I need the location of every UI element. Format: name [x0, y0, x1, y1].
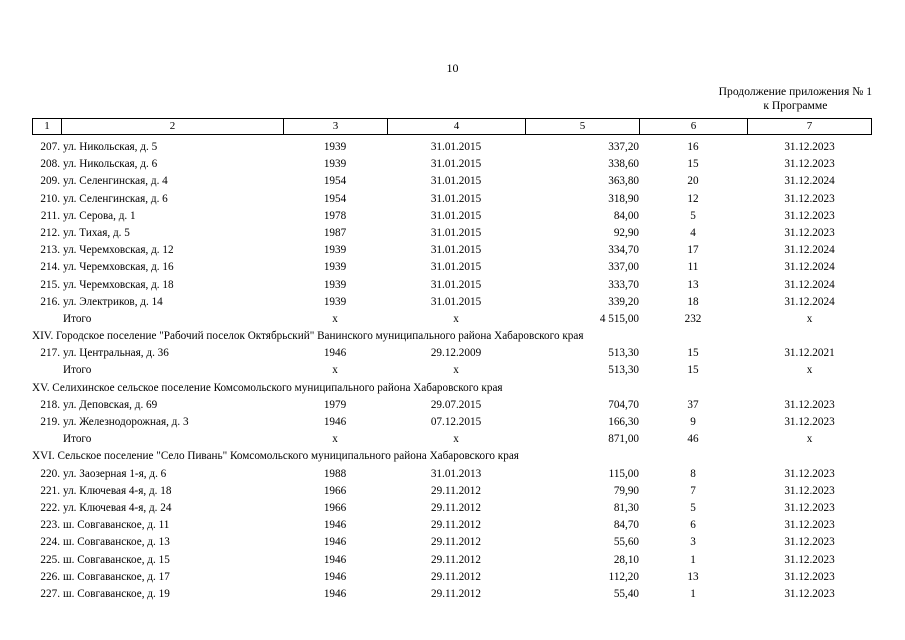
address-cell: ул. Тихая, д. 5	[63, 226, 130, 239]
date-cell: х	[453, 433, 459, 446]
end-date-cell: 31.12.2023	[784, 416, 835, 428]
end-date-cell: 31.12.2023	[784, 501, 835, 514]
date-cell: 29.11.2012	[431, 519, 481, 532]
address-cell: Итого	[63, 312, 92, 325]
table-row	[32, 277, 872, 294]
year-cell: 1939	[323, 244, 347, 257]
date-cell: 29.12.2009	[430, 347, 482, 360]
year-cell: 1979	[323, 398, 347, 411]
count-cell: 6	[690, 519, 696, 532]
table-row	[32, 173, 872, 190]
count-cell: 1	[690, 587, 696, 600]
count-cell: 18	[687, 295, 699, 308]
total-row	[32, 362, 872, 379]
year-cell: 1939	[323, 278, 347, 291]
date-cell: 31.01.2015	[430, 141, 482, 153]
year-cell: 1939	[323, 261, 347, 274]
total-row	[32, 431, 872, 448]
area-cell: 84,70	[613, 519, 639, 532]
year-cell: 1966	[323, 484, 347, 497]
end-date-cell: 31.12.2023	[784, 141, 835, 153]
table-body	[32, 139, 872, 603]
address-cell: ул. Центральная, д. 36	[63, 347, 169, 360]
date-cell: 29.11.2012	[431, 484, 481, 497]
date-cell: х	[453, 312, 459, 325]
address-cell: ул. Заозерная 1-я, д. 6	[63, 467, 167, 480]
address-cell: Итого	[63, 433, 92, 446]
table-row	[32, 534, 872, 551]
address-cell: ул. Ключевая 4-я, д. 24	[63, 501, 172, 514]
year-cell: 1946	[323, 587, 347, 600]
address-cell: ул. Черемховская, д. 12	[63, 244, 174, 257]
area-cell: 704,70	[608, 398, 639, 411]
address-cell: ш. Совгаванское, д. 17	[63, 570, 170, 583]
area-cell: 363,80	[608, 175, 639, 188]
area-cell: 115,00	[608, 467, 639, 480]
year-cell: 1939	[323, 158, 347, 171]
total-row	[32, 311, 872, 328]
row-number: 215.	[40, 278, 60, 291]
count-cell: 46	[687, 433, 699, 446]
count-cell: 15	[687, 364, 699, 377]
address-cell: ш. Совгаванское, д. 13	[63, 536, 170, 549]
end-date-cell: 31.12.2023	[784, 519, 835, 532]
year-cell: 1946	[323, 536, 347, 549]
end-date-cell: 31.12.2023	[784, 484, 835, 497]
count-cell: 3	[690, 536, 696, 549]
address-cell: ш. Совгаванское, д. 15	[63, 553, 170, 566]
address-cell: ул. Черемховская, д. 18	[63, 278, 174, 291]
year-cell: 1939	[323, 295, 347, 308]
table-row	[32, 397, 872, 414]
date-cell: 31.01.2013	[430, 467, 482, 480]
end-date-cell: 31.12.2023	[784, 209, 835, 222]
row-number: 216.	[40, 295, 60, 308]
year-cell: 1987	[323, 226, 347, 239]
row-number: 218.	[40, 398, 60, 411]
count-cell: 8	[690, 467, 696, 480]
date-cell: х	[453, 364, 459, 377]
year-cell: 1954	[323, 192, 347, 205]
count-cell: 232	[684, 312, 702, 325]
table-row	[32, 414, 872, 431]
year-cell: 1966	[323, 501, 347, 514]
table-row	[32, 225, 872, 242]
end-date-cell: 31.12.2023	[784, 398, 835, 411]
address-cell: ул. Электриков, д. 14	[63, 295, 163, 308]
table-row	[32, 483, 872, 500]
count-cell: 13	[687, 570, 699, 583]
date-cell: 31.01.2015	[430, 244, 482, 257]
date-cell: 29.07.2015	[430, 398, 482, 411]
count-cell: 4	[690, 226, 696, 239]
area-cell: 79,90	[613, 484, 639, 497]
area-cell: 871,00	[608, 433, 639, 446]
section-heading-row	[32, 448, 872, 465]
address-cell: ул. Деповская, д. 69	[63, 398, 158, 411]
header-col-1: 1	[33, 119, 62, 134]
year-cell: х	[332, 364, 338, 377]
row-number: 225.	[40, 553, 60, 566]
end-date-cell: 31.12.2023	[784, 467, 835, 480]
section-heading-row	[32, 328, 872, 345]
date-cell: 07.12.2015	[430, 416, 482, 428]
row-number: 220.	[40, 467, 60, 480]
header-col-6: 6	[640, 119, 748, 134]
row-number: 213.	[40, 244, 60, 257]
address-cell: ул. Железнодорожная, д. 3	[63, 416, 189, 428]
end-date-cell: 31.12.2023	[784, 192, 835, 205]
end-date-cell: 31.12.2021	[784, 347, 835, 360]
year-cell: 1939	[323, 141, 347, 153]
count-cell: 1	[690, 553, 696, 566]
table-header	[32, 118, 872, 135]
count-cell: 16	[687, 141, 699, 153]
table-row	[32, 191, 872, 208]
table-row	[32, 294, 872, 311]
address-cell: ул. Ключевая 4-я, д. 18	[63, 484, 172, 497]
area-cell: 513,30	[608, 364, 639, 377]
table-row	[32, 517, 872, 534]
section-heading: XVI. Сельское поселение "Село Пивань" Комсомольского муниципального района Хабаровского края	[32, 450, 519, 463]
address-cell: ул. Селенгинская, д. 6	[63, 192, 168, 205]
header-col-5: 5	[526, 119, 640, 134]
row-number: 221.	[40, 484, 60, 497]
end-date-cell: 31.12.2024	[784, 175, 835, 188]
year-cell: 1946	[323, 416, 347, 428]
end-date-cell: х	[806, 433, 813, 446]
address-cell: Итого	[63, 364, 92, 377]
date-cell: 31.01.2015	[430, 226, 482, 239]
year-cell: 1946	[323, 570, 347, 583]
address-cell: ш. Совгаванское, д. 11	[63, 519, 170, 532]
row-number: 226.	[40, 570, 60, 583]
header-col-3: 3	[284, 119, 388, 134]
table-row	[32, 139, 872, 156]
row-number: 219.	[40, 416, 60, 428]
end-date-cell: 31.12.2024	[784, 295, 835, 308]
address-cell: ул. Никольская, д. 5	[63, 141, 158, 153]
address-cell: ул. Черемховская, д. 16	[63, 261, 174, 274]
area-cell: 28,10	[613, 553, 639, 566]
year-cell: х	[332, 433, 338, 446]
row-number: 217.	[40, 347, 60, 360]
row-number: 209.	[40, 175, 60, 188]
row-number: 223.	[40, 519, 60, 532]
end-date-cell: х	[806, 312, 813, 325]
row-number: 222.	[40, 501, 60, 514]
row-number: 208.	[40, 158, 60, 171]
table-row	[32, 242, 872, 259]
count-cell: 15	[687, 347, 699, 360]
count-cell: 17	[687, 244, 699, 257]
address-cell: ул. Серова, д. 1	[63, 209, 136, 222]
count-cell: 5	[690, 501, 696, 514]
year-cell: 1988	[323, 467, 347, 480]
area-cell: 333,70	[608, 278, 639, 291]
row-number: 227.	[40, 587, 60, 600]
end-date-cell: 31.12.2023	[784, 536, 835, 549]
row-number: 212.	[40, 226, 60, 239]
date-cell: 29.11.2012	[431, 587, 481, 600]
appendix-caption	[719, 85, 872, 113]
count-cell: 5	[690, 209, 696, 222]
page-number: 10	[446, 61, 459, 75]
header-col-4: 4	[388, 119, 526, 134]
year-cell: х	[332, 312, 338, 325]
date-cell: 31.01.2015	[430, 192, 482, 205]
header-col-2: 2	[62, 119, 284, 134]
area-cell: 55,60	[613, 536, 639, 549]
section-heading-row	[32, 380, 872, 397]
date-cell: 29.11.2012	[431, 553, 481, 566]
table-row	[32, 345, 872, 362]
table-row	[32, 466, 872, 483]
area-cell: 339,20	[608, 295, 639, 308]
date-cell: 31.01.2015	[430, 278, 482, 291]
area-cell: 318,90	[608, 192, 639, 205]
header-col-7: 7	[806, 120, 813, 132]
section-heading: XIV. Городское поселение "Рабочий поселок Октябрьский" Ванинского муниципального района Хабаровского края	[32, 330, 584, 343]
end-date-cell: х	[806, 364, 813, 377]
count-cell: 13	[687, 278, 699, 291]
count-cell: 12	[687, 192, 699, 205]
address-cell: ул. Никольская, д. 6	[63, 158, 158, 171]
date-cell: 29.11.2012	[431, 536, 481, 549]
date-cell: 29.11.2012	[431, 501, 481, 514]
date-cell: 31.01.2015	[430, 209, 482, 222]
appendix-line-1: Продолжение приложения № 1	[718, 85, 872, 98]
year-cell: 1978	[323, 209, 347, 222]
year-cell: 1946	[323, 347, 347, 360]
address-cell: ул. Селенгинская, д. 4	[63, 175, 168, 188]
area-cell: 4 515,00	[599, 312, 639, 325]
area-cell: 81,30	[613, 501, 639, 514]
area-cell: 338,60	[608, 158, 639, 171]
count-cell: 37	[687, 398, 699, 411]
end-date-cell: 31.12.2024	[784, 244, 835, 257]
section-heading: XV. Селихинское сельское поселение Комсомольского муниципального района Хабаровского края	[32, 381, 503, 394]
area-cell: 513,30	[608, 347, 639, 360]
count-cell: 11	[687, 261, 699, 274]
date-cell: 31.01.2015	[430, 261, 482, 274]
table-row	[32, 552, 872, 569]
table-row	[32, 259, 872, 276]
area-cell: 92,90	[613, 226, 639, 239]
end-date-cell: 31.12.2023	[784, 570, 835, 583]
area-cell: 166,30	[608, 416, 639, 428]
end-date-cell: 31.12.2023	[784, 587, 835, 600]
row-number: 210.	[40, 192, 60, 205]
area-cell: 334,70	[608, 244, 639, 257]
table-row	[32, 156, 872, 173]
row-number: 224.	[40, 536, 60, 549]
table-row	[32, 500, 872, 517]
count-cell: 9	[690, 416, 696, 428]
area-cell: 337,00	[608, 261, 639, 274]
area-cell: 112,20	[608, 570, 639, 583]
date-cell: 31.01.2015	[430, 175, 482, 188]
date-cell: 29.11.2012	[431, 570, 481, 583]
area-cell: 337,20	[608, 141, 639, 153]
row-number: 207.	[40, 141, 60, 153]
table-row	[32, 586, 872, 603]
year-cell: 1946	[323, 553, 347, 566]
area-cell: 55,40	[613, 587, 639, 600]
date-cell: 31.01.2015	[430, 295, 482, 308]
end-date-cell: 31.12.2024	[784, 278, 835, 291]
row-number: 211.	[40, 209, 60, 222]
end-date-cell: 31.12.2024	[784, 261, 835, 274]
address-cell: ш. Совгаванское, д. 19	[63, 587, 170, 600]
year-cell: 1946	[323, 519, 347, 532]
count-cell: 20	[687, 175, 699, 188]
end-date-cell: 31.12.2023	[784, 158, 835, 171]
year-cell: 1954	[323, 175, 347, 188]
end-date-cell: 31.12.2023	[784, 226, 835, 239]
count-cell: 15	[687, 158, 699, 171]
area-cell: 84,00	[613, 209, 639, 222]
appendix-line-2: к Программе	[763, 99, 828, 112]
date-cell: 31.01.2015	[430, 158, 482, 171]
row-number: 214.	[40, 261, 60, 274]
table-row	[32, 208, 872, 225]
table-row	[32, 569, 872, 586]
count-cell: 7	[690, 484, 696, 497]
end-date-cell: 31.12.2023	[784, 553, 835, 566]
